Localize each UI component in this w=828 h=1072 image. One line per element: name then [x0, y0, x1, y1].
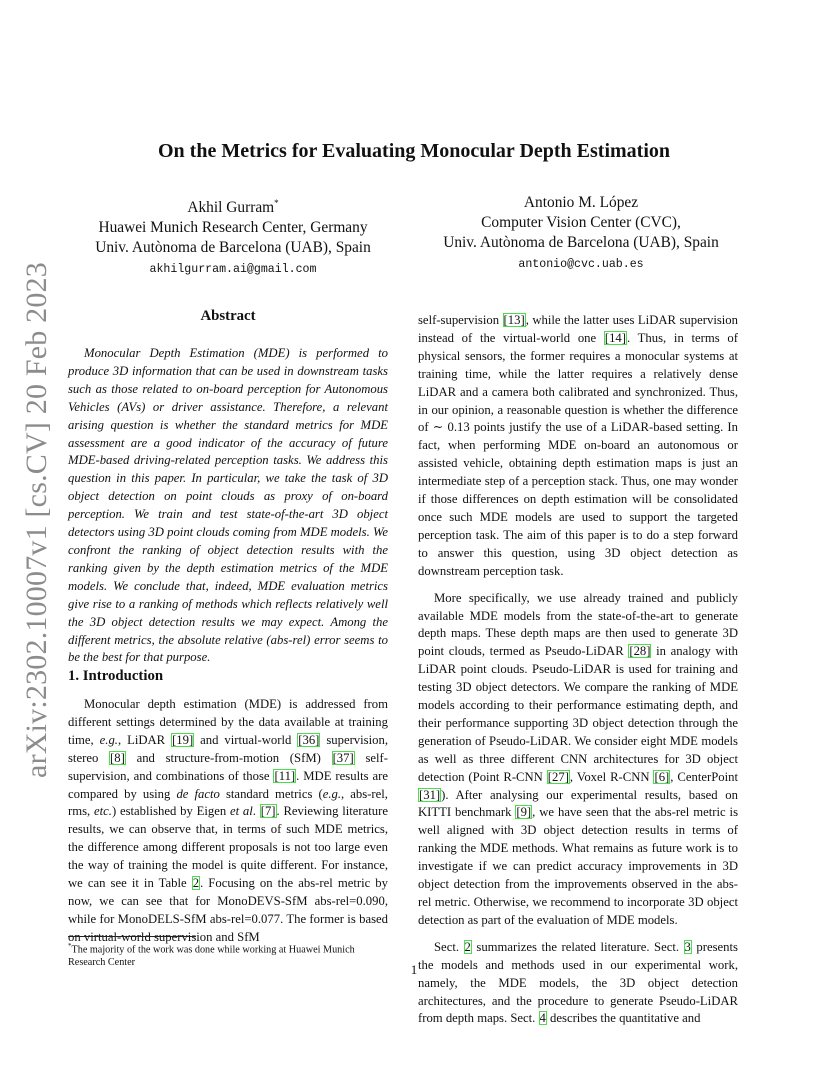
text-run: , LiDAR [117, 732, 172, 747]
text-run: , CenterPoint [670, 769, 738, 784]
right-column-body [418, 312, 738, 1037]
text-run: supervision, stereo [68, 732, 389, 765]
arxiv-identifier-stamp [16, 262, 58, 778]
citation-link[interactable]: [36] [298, 732, 320, 747]
text-run: summarizes the related literature. Sect. [471, 939, 684, 954]
text-run: , while the latter uses LiDAR supervision instead of the virtual-world one [418, 313, 738, 345]
text-run: More specifically, we use already trained and publicly available MDE models from the state-of-the-art to generate depth maps. These depth maps are then used to generate 3D point clouds, termed as Pseudo-LiDAR [418, 590, 738, 659]
citation-link[interactable]: [14] [604, 330, 626, 345]
author-email[interactable]: antonio@cvc.uab.es [518, 258, 644, 271]
text-run: . Thus, in terms of physical sensors, the former requires a monocular systems at training time, while the latter requires a relatively dense LiDAR and a camera both calibrated and synchronized. Thus, in our opinion, a reasonable question is whether the difference of ∼ 0.13 points justify the use of a LiDAR-based setting. In fact, when performing MDE on-board an autonomous or assisted vehicle, obtaining depth estimation maps is just an intermediate step of a perception stack. Thus, one may wonder if those differences on depth estimation will be consolidated once such MDE models are used to support the targeted perception task. The aim of this paper is to do a step forward to answer this question, using 3D object detection as downstream perception task. [418, 330, 738, 578]
text-run: Monocular depth estimation (MDE) is addressed from different settings determined by the data available at training time, [68, 697, 388, 747]
footnote-text: The majority of the work was done while working at Huawei Munich Research Center [68, 944, 355, 969]
body-paragraph [418, 312, 738, 581]
citation-link[interactable]: [28] [629, 644, 651, 659]
citation-link[interactable]: [27] [547, 769, 569, 784]
footnote-divider [68, 936, 196, 937]
text-run: describes the quantitative and [546, 1011, 701, 1026]
body-paragraph [418, 590, 738, 930]
text-run: , we have seen that the abs-rel metric is well aligned with 3D object detection results in terms of ranking the MDE methods. What remains as future work is to investigate if we can predict accuracy improvements in 3D object detection from the improvements observed in the abs-rel metric. Otherwise, we recommend to incorporate 3D object detection as part of the evaluation of MDE models. [418, 805, 739, 927]
text-run: , Voxel R-CNN [569, 769, 654, 784]
citation-link[interactable]: 2 [464, 939, 471, 954]
citation-link[interactable]: [11] [274, 768, 296, 783]
text-run: . [252, 804, 260, 819]
text-run: . Focusing on the abs-rel metric by now, we can see that for MonoDEVS-SfM abs-rel=0.090, while for MonoDELS-SfM abs-rel=0.077. The former is based on virtual-world supervision and SfM [68, 876, 388, 944]
citation-link[interactable]: [6] [654, 769, 670, 784]
paper-title: On the Metrics for Evaluating Monocular Depth Estimation [157, 140, 671, 162]
author-name-line [72, 193, 394, 218]
author-affiliation: Univ. Autònoma de Barcelona (UAB), Spain [95, 239, 371, 257]
author-email[interactable]: akhilgurram.ai@gmail.com [149, 263, 317, 277]
introduction-body [68, 696, 388, 947]
text-run: , abs-rel, rms, [68, 786, 388, 819]
text-run: and virtual-world [194, 732, 298, 747]
section-heading-introduction: 1. Introduction [68, 668, 164, 684]
text-run: in analogy with LiDAR point clouds. Pseudo-LiDAR is used for training and testing 3D object detectors. We compare the ranking of MDE models according to their performance estimating depth, and their performance supporting 3D object detection through the generation of Pseudo-LiDAR. We consider eight MDE models as well as three different CNN architectures for 3D object detection (Point R-CNN [418, 644, 738, 784]
text-run: and structure-from-motion (SfM) [125, 750, 332, 765]
citation-link[interactable]: [31] [419, 787, 441, 802]
citation-link[interactable]: [13] [503, 313, 525, 327]
author-affiliation: Huawei Munich Research Center, Germany [98, 219, 368, 237]
arxiv-identifier-text: arXiv:2302.10007v1 [cs.CV] 20 Feb 2023 [20, 262, 54, 778]
text-run: self-supervision [418, 313, 503, 327]
italic-text: e.g. [99, 732, 118, 747]
abstract-heading: Abstract [200, 308, 256, 324]
author-name: Antonio M. López [523, 194, 639, 211]
text-run: self-supervision, and combinations of those [68, 750, 388, 783]
citation-link[interactable]: [37] [332, 750, 354, 765]
citation-link[interactable]: [19] [172, 732, 194, 747]
footnote-mark: * [68, 942, 72, 950]
author-name: Akhil Gurram [187, 199, 275, 217]
italic-text: e.g. [322, 786, 342, 801]
text-run: presents the models and methods used in our experimental work, namely, the MDE models, the 3D object detection architectures, and the procedure to generate Pseudo-LiDAR from depth maps. Sect. [418, 939, 738, 1026]
citation-link[interactable]: [8] [110, 750, 125, 765]
italic-text: etc. [93, 804, 112, 819]
text-run: . MDE results are compared by using [68, 768, 388, 801]
italic-text: et al [229, 804, 253, 819]
abstract-body [68, 345, 388, 667]
citation-link[interactable]: 4 [539, 1011, 546, 1026]
author-affiliation: Computer Vision Center (CVC), [481, 214, 681, 231]
body-paragraph [418, 939, 738, 1029]
author-footnote-mark: * [274, 198, 279, 208]
text-run: ). After analysing our experimental results, based on KITTI benchmark [418, 787, 738, 820]
author-affiliation: Univ. Autònoma de Barcelona (UAB), Spain [443, 234, 719, 251]
author-block-1 [72, 193, 394, 280]
page-number: 1 [410, 962, 418, 977]
text-run: . Reviewing literature results, we can observe that, in terms of such MDE metrics, the difference among different proposals is not too large even the way of training the model is quite different. For instance, we can see it in Table [68, 804, 388, 891]
text-run: Sect. [434, 939, 464, 954]
author-block-2 [414, 193, 748, 275]
citation-link[interactable]: 2 [192, 876, 200, 891]
text-run: ) established by Eigen [111, 804, 230, 819]
intro-paragraph [68, 696, 388, 947]
italic-text: de facto [176, 786, 220, 801]
abstract-text: Monocular Depth Estimation (MDE) is performed to produce 3D information that can be used in downstream tasks such as those related to on-board perception for Autonomous Vehicles (AVs) or driver assistance. Therefore, a relevant arising question is whether the standard metrics for MDE assessment are a good indicator of the accuracy of future MDE-based driving-related perception tasks. We address this question in this paper. In particular, we take the task of 3D object detection on point clouds as proxy of on-board perception. We train and test state-of-the-art 3D object detectors using 3D point clouds coming from MDE models. We confront the ranking of object detection results with the ranking given by the depth estimation metrics of the MDE models. We conclude that, indeed, MDE evaluation metrics give rise to a ranking of methods which reflects relatively well the 3D object detection results we may expect. Among the different metrics, the absolute relative (abs-rel) error seems to be the best for that purpose. [68, 346, 388, 665]
citation-link[interactable]: [9] [516, 805, 532, 820]
citation-link[interactable]: 3 [684, 939, 691, 954]
citation-link[interactable]: [7] [260, 804, 276, 819]
text-run: standard metrics ( [219, 786, 323, 801]
